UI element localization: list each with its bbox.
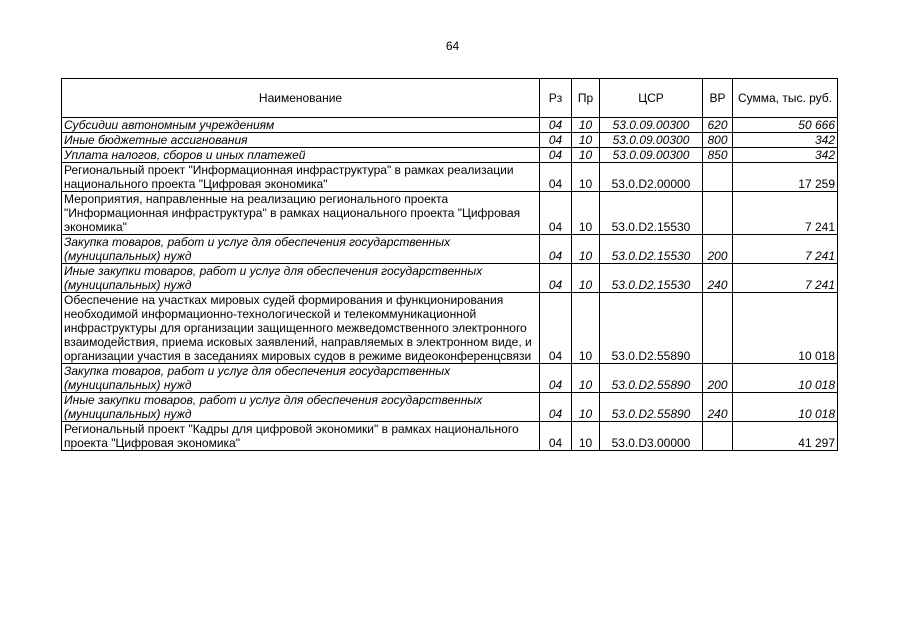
row-csr: 53.0.D2.15530 xyxy=(600,235,703,264)
row-rz: 04 xyxy=(540,192,572,235)
row-pr: 10 xyxy=(572,364,600,393)
table-row xyxy=(62,293,838,364)
row-rz: 04 xyxy=(540,235,572,264)
row-rz: 04 xyxy=(540,118,572,133)
row-name: Иные бюджетные ассигнования xyxy=(62,133,540,148)
row-rz: 04 xyxy=(540,148,572,163)
row-vr: 240 xyxy=(703,393,733,422)
row-rz: 04 xyxy=(540,163,572,192)
row-sum: 10 018 xyxy=(733,393,838,422)
row-csr: 53.0.D2.15530 xyxy=(600,264,703,293)
row-name: Региональный проект "Кадры для цифровой экономики" в рамках национального проекта "Цифровая экономика" xyxy=(62,422,540,451)
row-vr: 620 xyxy=(703,118,733,133)
row-vr: 200 xyxy=(703,235,733,264)
row-name: Иные закупки товаров, работ и услуг для обеспечения государственных (муниципальных) нужд xyxy=(62,393,540,422)
page-number: 64 xyxy=(445,39,460,53)
row-csr: 53.0.09.00300 xyxy=(600,133,703,148)
row-csr: 53.0.D2.55890 xyxy=(600,393,703,422)
row-name: Иные закупки товаров, работ и услуг для обеспечения государственных (муниципальных) нужд xyxy=(62,264,540,293)
row-name: Обеспечение на участках мировых судей формирования и функционирования необходимой информационно-технологической и телекоммуникационной инфраструктуры для организации защищенного межведомственного электронного взаимодействия, приема исковых заявлений, направляемых в электронном виде, и организации участия в заседаниях мировых судов в режиме видеоконференцсвязи xyxy=(62,293,540,364)
table-row xyxy=(62,192,838,235)
header-rz: Рз xyxy=(540,79,572,118)
row-pr: 10 xyxy=(572,118,600,133)
row-pr: 10 xyxy=(572,293,600,364)
row-rz: 04 xyxy=(540,364,572,393)
table-header-row xyxy=(62,79,838,118)
table-row xyxy=(62,163,838,192)
row-rz: 04 xyxy=(540,293,572,364)
row-rz: 04 xyxy=(540,393,572,422)
row-pr: 10 xyxy=(572,192,600,235)
header-sum: Сумма, тыс. руб. xyxy=(733,79,838,118)
row-csr: 53.0.D2.15530 xyxy=(600,192,703,235)
row-rz: 04 xyxy=(540,264,572,293)
row-rz: 04 xyxy=(540,133,572,148)
row-csr: 53.0.D2.00000 xyxy=(600,163,703,192)
row-pr: 10 xyxy=(572,393,600,422)
table-row xyxy=(62,148,838,163)
row-vr: 850 xyxy=(703,148,733,163)
row-vr xyxy=(703,422,733,451)
table-row xyxy=(62,118,838,133)
table-row xyxy=(62,364,838,393)
table-row xyxy=(62,133,838,148)
header-pr: Пр xyxy=(572,79,600,118)
row-name: Уплата налогов, сборов и иных платежей xyxy=(62,148,540,163)
table-row xyxy=(62,235,838,264)
row-vr: 200 xyxy=(703,364,733,393)
row-csr: 53.0.D3.00000 xyxy=(600,422,703,451)
row-sum: 50 666 xyxy=(733,118,838,133)
header-name: Наименование xyxy=(62,79,540,118)
row-sum: 7 241 xyxy=(733,264,838,293)
row-csr: 53.0.D2.55890 xyxy=(600,364,703,393)
row-pr: 10 xyxy=(572,264,600,293)
row-pr: 10 xyxy=(572,148,600,163)
row-vr xyxy=(703,163,733,192)
header-vr: ВР xyxy=(703,79,733,118)
row-rz: 04 xyxy=(540,422,572,451)
row-vr: 240 xyxy=(703,264,733,293)
row-pr: 10 xyxy=(572,235,600,264)
row-name: Мероприятия, направленные на реализацию регионального проекта "Информационная инфраструктура" в рамках национального проекта "Цифровая экономика" xyxy=(62,192,540,235)
budget-table xyxy=(61,78,838,451)
row-sum: 17 259 xyxy=(733,163,838,192)
row-pr: 10 xyxy=(572,133,600,148)
row-name: Закупка товаров, работ и услуг для обеспечения государственных (муниципальных) нужд xyxy=(62,235,540,264)
row-csr: 53.0.09.00300 xyxy=(600,148,703,163)
row-sum: 7 241 xyxy=(733,235,838,264)
row-sum: 10 018 xyxy=(733,293,838,364)
row-sum: 342 xyxy=(733,133,838,148)
row-vr xyxy=(703,192,733,235)
row-sum: 7 241 xyxy=(733,192,838,235)
row-name: Региональный проект "Информационная инфраструктура" в рамках реализации национального проекта "Цифровая экономика" xyxy=(62,163,540,192)
row-csr: 53.0.09.00300 xyxy=(600,118,703,133)
row-name: Закупка товаров, работ и услуг для обеспечения государственных (муниципальных) нужд xyxy=(62,364,540,393)
row-sum: 342 xyxy=(733,148,838,163)
row-vr xyxy=(703,293,733,364)
table-row xyxy=(62,264,838,293)
row-name: Субсидии автономным учреждениям xyxy=(62,118,540,133)
table-body xyxy=(62,118,838,451)
row-pr: 10 xyxy=(572,422,600,451)
row-sum: 41 297 xyxy=(733,422,838,451)
table-row xyxy=(62,393,838,422)
header-csr: ЦСР xyxy=(600,79,703,118)
row-csr: 53.0.D2.55890 xyxy=(600,293,703,364)
row-sum: 10 018 xyxy=(733,364,838,393)
row-pr: 10 xyxy=(572,163,600,192)
row-vr: 800 xyxy=(703,133,733,148)
table-row xyxy=(62,422,838,451)
